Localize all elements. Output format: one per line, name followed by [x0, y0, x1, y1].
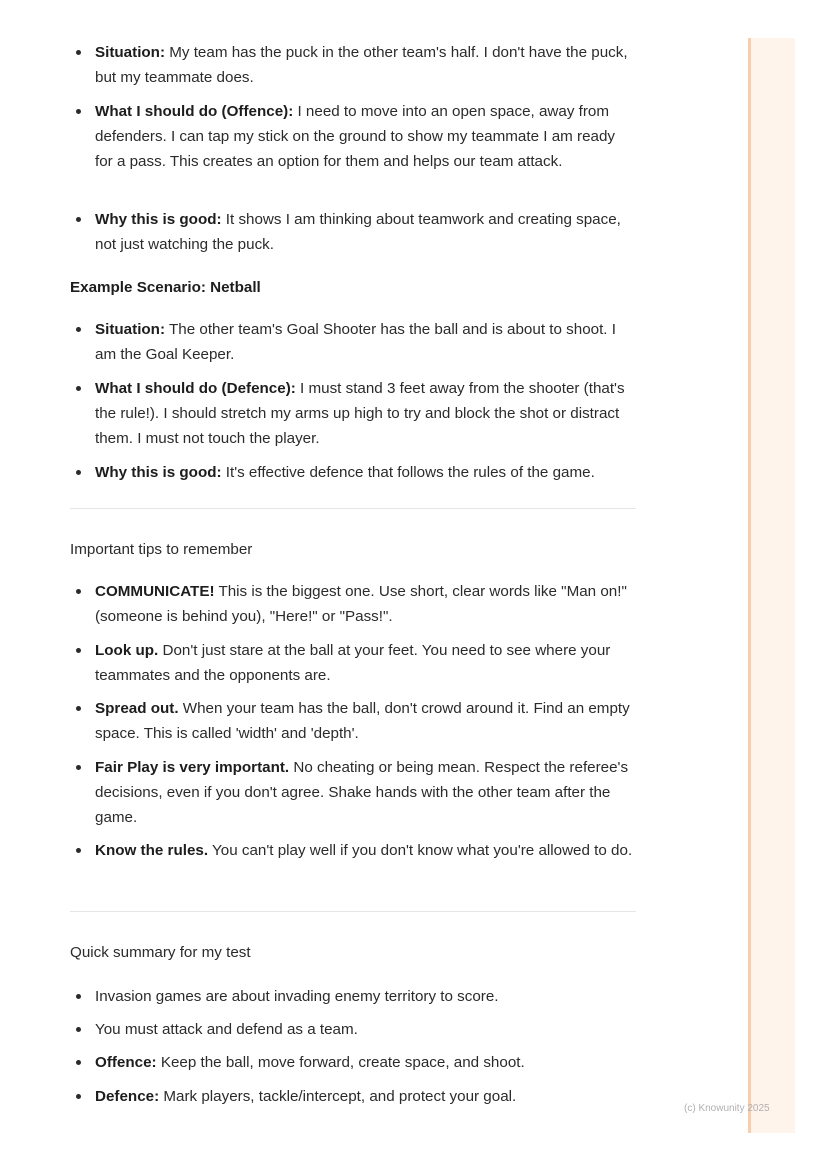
bullet-text: It shows I am thinking about teamwork and creating space, not just watching the puck. — [95, 211, 621, 253]
bullet-text: Don't just stare at the ball at your feet. You need to see where your teammates and the opponents are. — [95, 642, 611, 684]
bullet-label: COMMUNICATE! — [95, 583, 215, 600]
list-item — [70, 317, 636, 367]
bullet-label: Fair Play is very important. — [95, 759, 290, 776]
list-item — [70, 376, 636, 451]
bullet-text: The other team's Goal Shooter has the ball and is about to shoot. I am the Goal Keeper. — [95, 321, 616, 363]
bullet-text: This is the biggest one. Use short, clear words like "Man on!" (someone is behind you), "Here!" or "Pass!". — [95, 583, 627, 625]
bullet-label: Look up. — [95, 642, 159, 659]
bullet-label: Situation: — [95, 44, 166, 61]
bullet-text: It's effective defence that follows the rules of the game. — [221, 464, 595, 481]
list-item — [70, 1084, 636, 1109]
section-divider — [70, 508, 636, 509]
list-item — [70, 207, 636, 257]
bullet-text: I must stand 3 feet away from the shooter (that's the rule!). I should stretch my arms up high to try and block the shot or distract them. I must not touch the player. — [95, 380, 625, 447]
page-side-strip — [748, 38, 795, 1133]
bullet-text: Keep the ball, move forward, create space, and shoot. — [156, 1054, 525, 1071]
section-divider — [70, 911, 636, 912]
bullet-text: You must attack and defend as a team. — [95, 1021, 358, 1038]
bullet-label: Know the rules. — [95, 842, 209, 859]
summary-title: Quick summary for my test — [70, 944, 251, 961]
bullet-text: You can't play well if you don't know what you're allowed to do. — [208, 842, 633, 859]
list-item — [70, 579, 636, 629]
bullet-label: Why this is good: — [95, 464, 222, 481]
bullet-label: Why this is good: — [95, 211, 222, 228]
list-item — [70, 696, 636, 746]
list-item — [70, 984, 636, 1009]
netball-heading: Example Scenario: Netball — [70, 279, 261, 296]
bullet-text: I need to move into an open space, away from defenders. I can tap my stick on the ground to show my teammate I am ready for a pass. This creates an option for them and helps our team attack. — [95, 103, 616, 170]
list-item — [70, 638, 636, 688]
bullet-label: Offence: — [95, 1054, 157, 1071]
bullet-label: What I should do (Offence): — [95, 103, 294, 120]
bullet-label: Defence: — [95, 1088, 160, 1105]
bullet-label: Situation: — [95, 321, 166, 338]
bullet-text: My team has the puck in the other team's half. I don't have the puck, but my teammate does. — [95, 44, 628, 86]
list-item — [70, 99, 636, 174]
list-item — [70, 40, 636, 90]
list-item — [70, 838, 636, 863]
bullet-text: Mark players, tackle/intercept, and protect your goal. — [159, 1088, 517, 1105]
list-item — [70, 460, 661, 485]
list-item — [70, 1017, 636, 1042]
tips-title: Important tips to remember — [70, 541, 253, 558]
bullet-text: Invasion games are about invading enemy territory to score. — [95, 988, 499, 1005]
copyright-footer: (c) Knowunity 2025 — [684, 1103, 770, 1114]
bullet-label: Spread out. — [95, 700, 179, 717]
bullet-text: When your team has the ball, don't crowd around it. Find an empty space. This is called 'width' and 'depth'. — [95, 700, 630, 742]
list-item — [70, 1050, 636, 1075]
bullet-label: What I should do (Defence): — [95, 380, 296, 397]
bullet-text: No cheating or being mean. Respect the referee's decisions, even if you don't agree. Shake hands with the other team after the game. — [95, 759, 629, 826]
list-item — [70, 755, 636, 830]
